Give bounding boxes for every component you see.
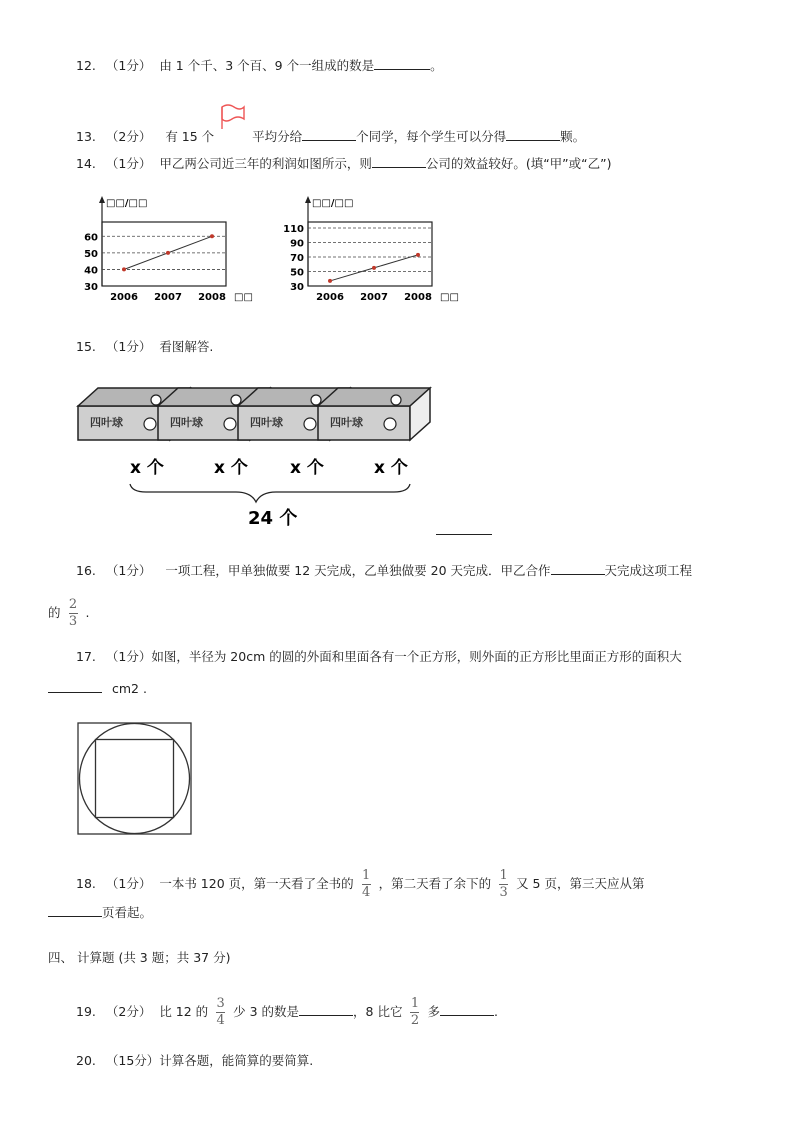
question-text: 的 xyxy=(48,605,61,620)
x-tick-label: 2006 xyxy=(110,292,138,303)
fraction-numerator: 2 xyxy=(68,597,78,612)
y-tick-label: 30 xyxy=(290,282,304,293)
y-axis-label: □□/□□ xyxy=(312,198,354,209)
question-text: 计算各题，能简算的要简算. xyxy=(159,1053,314,1068)
x-tick-label: 2006 xyxy=(316,292,344,303)
x-tick-label: 2008 xyxy=(198,292,226,303)
question-number: 17. xyxy=(76,649,96,664)
fraction-denominator: 2 xyxy=(410,1013,420,1028)
question-text: 天完成这项工程 xyxy=(604,563,693,578)
question-text: 公司的效益较好。(填“甲”或“乙”) xyxy=(425,156,612,171)
fraction-denominator: 4 xyxy=(216,1013,225,1028)
question-text: cm2 . xyxy=(111,681,147,696)
profit-chart-yi xyxy=(282,194,472,309)
answer-blank[interactable] xyxy=(302,128,356,141)
question-17 xyxy=(76,648,682,666)
question-19 xyxy=(76,996,498,1028)
question-text: ，8 比它 xyxy=(353,1004,403,1019)
answer-blank[interactable] xyxy=(551,562,605,575)
question-text: 多 xyxy=(427,1004,440,1019)
question-14 xyxy=(76,155,612,173)
question-text: 个同学，每个学生可以分得 xyxy=(356,129,507,144)
y-tick-label: 40 xyxy=(84,265,98,277)
question-12 xyxy=(76,57,443,75)
question-text: 一项工程，甲单独做要 12 天完成，乙单独做要 20 天完成．甲乙合作 xyxy=(165,563,551,578)
question-18-cont xyxy=(48,904,152,922)
fraction xyxy=(216,997,225,1028)
y-tick-label: 50 xyxy=(290,267,304,279)
question-text: ，第二天看了余下的 xyxy=(378,876,492,891)
y-axis-arrow xyxy=(99,196,105,203)
question-score: （1分） xyxy=(105,563,152,578)
question-number: 13. xyxy=(76,129,96,144)
fraction-numerator: 1 xyxy=(410,996,420,1011)
answer-blank[interactable] xyxy=(436,522,492,535)
candy-icon xyxy=(218,117,248,135)
y-axis-arrow xyxy=(305,196,311,203)
answer-blank[interactable] xyxy=(48,904,102,917)
fraction-numerator: 1 xyxy=(361,868,371,883)
y-tick-label: 110 xyxy=(283,224,304,235)
circle-squares-figure xyxy=(77,722,193,836)
question-text: 颗。 xyxy=(560,129,586,144)
question-score: （1分） xyxy=(105,58,152,73)
box-label: 四叶球 xyxy=(330,416,363,429)
question-number: 18. xyxy=(76,876,96,891)
fraction-denominator: 4 xyxy=(361,885,371,900)
section-heading xyxy=(48,949,230,967)
fraction xyxy=(499,869,508,900)
question-score: （15分） xyxy=(105,1053,160,1068)
question-score: （2分） xyxy=(105,1004,152,1019)
y-tick-label: 90 xyxy=(290,238,304,250)
question-number: 15. xyxy=(76,339,96,354)
y-tick-label: 30 xyxy=(84,282,98,293)
question-16-cont xyxy=(48,598,89,629)
question-score: （1分） xyxy=(105,339,152,354)
question-number: 14. xyxy=(76,156,96,171)
question-text: 甲乙两公司近三年的利润如图所示，则 xyxy=(159,156,372,171)
fraction-numerator: 3 xyxy=(216,996,225,1011)
x-count-label: x 个 xyxy=(374,458,408,478)
x-count-label: x 个 xyxy=(214,458,248,478)
question-text: 页看起。 xyxy=(102,905,153,920)
question-17-cont xyxy=(48,680,147,698)
x-axis-label: □□ xyxy=(234,292,253,303)
question-number: 19. xyxy=(76,1004,96,1019)
y-tick-label: 50 xyxy=(84,248,98,260)
fraction-numerator: 1 xyxy=(499,868,508,883)
question-text: 如图，半径为 20cm 的圆的外面和里面各有一个正方形，则外面的正方形比里面正方形的面积大 xyxy=(151,649,682,664)
y-tick-label: 70 xyxy=(290,253,304,264)
question-16 xyxy=(76,562,692,580)
y-axis-label: □□/□□ xyxy=(106,198,148,209)
ball-boxes-figure xyxy=(76,380,436,535)
question-text: . xyxy=(85,605,90,620)
x-tick-label: 2007 xyxy=(360,292,388,303)
question-number: 12. xyxy=(76,58,96,73)
data-point xyxy=(210,234,214,238)
question-score: （2分） xyxy=(105,129,152,144)
box-label: 四叶球 xyxy=(170,416,203,429)
x-count-label: x 个 xyxy=(130,458,164,478)
section-title: 四、 计算题 (共 3 题；共 37 分) xyxy=(48,950,231,965)
fraction xyxy=(69,598,78,629)
question-text: . xyxy=(493,1004,498,1019)
question-text: 比 12 的 xyxy=(159,1004,209,1019)
fraction xyxy=(410,997,419,1028)
answer-blank[interactable] xyxy=(48,680,102,693)
question-number: 20. xyxy=(76,1053,96,1068)
box-label: 四叶球 xyxy=(90,416,123,429)
question-text: 少 3 的数是 xyxy=(233,1004,300,1019)
x-count-label: x 个 xyxy=(290,458,324,478)
fraction-denominator: 3 xyxy=(68,614,78,629)
fraction xyxy=(362,869,371,900)
question-number: 16. xyxy=(76,563,96,578)
curly-brace xyxy=(130,484,410,502)
y-tick-label: 60 xyxy=(84,232,98,244)
question-text: 由 1 个千、3 个百、9 个一组成的数是 xyxy=(159,58,375,73)
fraction-denominator: 3 xyxy=(499,885,508,900)
answer-blank[interactable] xyxy=(372,155,426,168)
question-score: （1分） xyxy=(105,156,152,171)
question-18 xyxy=(76,868,644,900)
question-text: 一本书 120 页，第一天看了全书的 xyxy=(159,876,354,891)
profit-chart-jia xyxy=(76,194,266,309)
answer-blank[interactable] xyxy=(299,1003,353,1016)
question-text: 看图解答. xyxy=(159,339,214,354)
answer-blank[interactable] xyxy=(440,1003,494,1016)
question-text: 又 5 页，第三天应从第 xyxy=(516,876,645,891)
data-point xyxy=(372,266,376,270)
data-point xyxy=(122,267,126,271)
question-text: 有 15 个 xyxy=(165,129,215,144)
box-label: 四叶球 xyxy=(250,416,283,429)
data-point xyxy=(166,251,170,255)
plot-frame xyxy=(308,222,432,286)
question-score: （1分） xyxy=(105,649,152,664)
total-label: 24 个 xyxy=(248,508,298,529)
question-13 xyxy=(76,117,585,146)
answer-blank[interactable] xyxy=(374,57,430,70)
question-score: （1分） xyxy=(105,876,152,891)
answer-blank[interactable] xyxy=(506,128,560,141)
question-15 xyxy=(76,338,213,356)
question-text: 平均分给 xyxy=(252,129,303,144)
question-20 xyxy=(76,1052,313,1070)
question-text: 。 xyxy=(430,58,443,73)
data-point xyxy=(328,279,332,283)
x-axis-label: □□ xyxy=(440,292,459,303)
x-tick-label: 2007 xyxy=(154,292,182,303)
x-tick-label: 2008 xyxy=(404,292,432,303)
data-point xyxy=(416,253,420,257)
